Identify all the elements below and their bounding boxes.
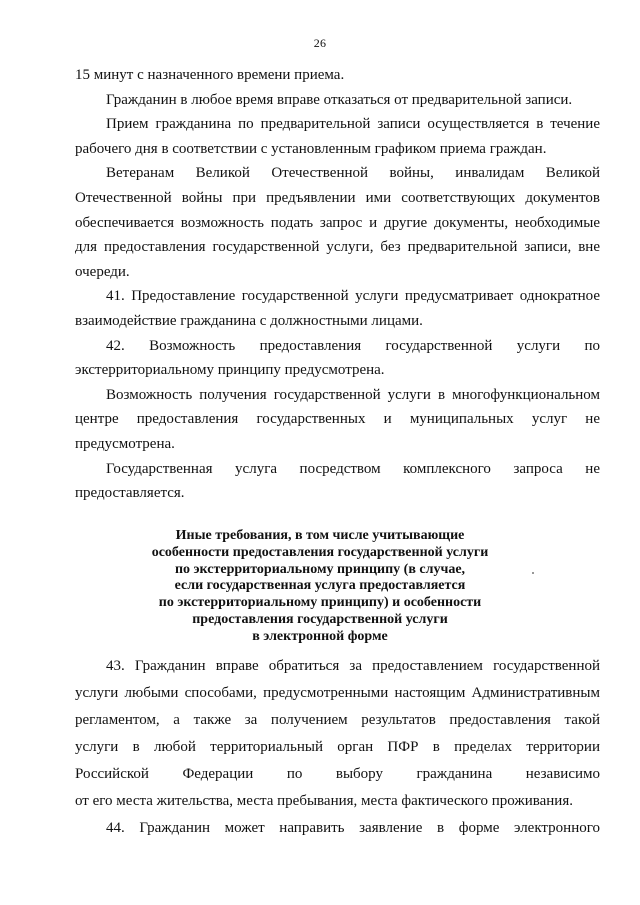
scan-speck — [532, 572, 534, 574]
text-line: предусмотрена. — [75, 435, 175, 452]
paragraph-42 — [75, 334, 600, 383]
text-line: регламентом, а также за получением результатов предоставления такой — [75, 712, 600, 728]
heading-line: по экстерриториальному принципу) и особенности — [158, 595, 482, 611]
text-line: 42. Возможность предоставления государственной услуги по — [106, 337, 600, 354]
paragraph-42-mfc — [75, 383, 600, 457]
heading-line: по экстерриториальному принципу (в случае, — [174, 561, 466, 577]
page-number: 26 — [313, 36, 327, 50]
text-line: экстерриториальному принципу предусмотрена. — [75, 362, 385, 379]
section-heading — [0, 528, 640, 646]
paragraph-43 — [75, 653, 600, 815]
text-line: Прием гражданина по предварительной записи осуществляется в течение — [106, 116, 600, 133]
text-line: услуги в любой территориальный орган ПФР в пределах территории — [75, 739, 600, 755]
text-line: взаимодействие гражданина с должностными лицами. — [75, 312, 423, 329]
text-line: очереди. — [75, 263, 130, 280]
heading-line: если государственная услуга предоставляется — [174, 578, 466, 594]
paragraph-reception-schedule — [75, 112, 600, 161]
text-line: Российской Федерации по выбору гражданина независимо — [75, 766, 600, 782]
text-line: от его места жительства, места пребывания, места фактического проживания. — [75, 793, 573, 809]
text-line: предоставляется. — [75, 485, 185, 502]
text-line: рабочего дня в соответствии с установленным графиком приема граждан. — [75, 140, 547, 157]
heading-line: в электронной форме — [252, 628, 388, 644]
text-line: обеспечивается возможность подать запрос и другие документы, необходимые — [75, 214, 600, 231]
text-line: Гражданин в любое время вправе отказаться от предварительной записи. — [106, 91, 573, 108]
heading-line: предоставления государственной услуги — [192, 611, 448, 627]
text-line: Возможность получения государственной услуги в многофункциональном — [106, 386, 600, 403]
text-line: Ветеранам Великой Отечественной войны, инвалидам Великой — [106, 165, 600, 182]
paragraph-cancel-appointment — [75, 88, 600, 113]
paragraph-continuation — [75, 63, 600, 88]
paragraph-44 — [75, 815, 600, 842]
text-line: для предоставления государственной услуги, без предварительной записи, вне — [75, 239, 600, 256]
paragraph-veterans — [75, 161, 600, 284]
heading-line: особенности предоставления государственной услуги — [151, 544, 489, 560]
text-line: Государственная услуга посредством комплексного запроса не — [106, 460, 600, 477]
text-line: услуги любыми способами, предусмотренными настоящим Административным — [75, 685, 600, 701]
heading-line: Иные требования, в том числе учитывающие — [175, 528, 465, 543]
text-line: Отечественной войны при предъявлении ими соответствующих документов — [75, 189, 600, 206]
text-line: 41. Предоставление государственной услуги предусматривает однократное — [106, 288, 600, 305]
text-line: 43. Гражданин вправе обратиться за предоставлением государственной — [106, 658, 600, 674]
text-line: 15 минут с назначенного времени приема. — [75, 67, 345, 83]
bottom-text-block — [75, 653, 600, 842]
text-line: 44. Гражданин может направить заявление в форме электронного — [106, 820, 600, 836]
paragraph-42-complex-request — [75, 457, 600, 506]
paragraph-41 — [75, 284, 600, 333]
top-text-block — [75, 63, 600, 506]
text-line: центре предоставления государственных и муниципальных услуг не — [75, 411, 600, 428]
